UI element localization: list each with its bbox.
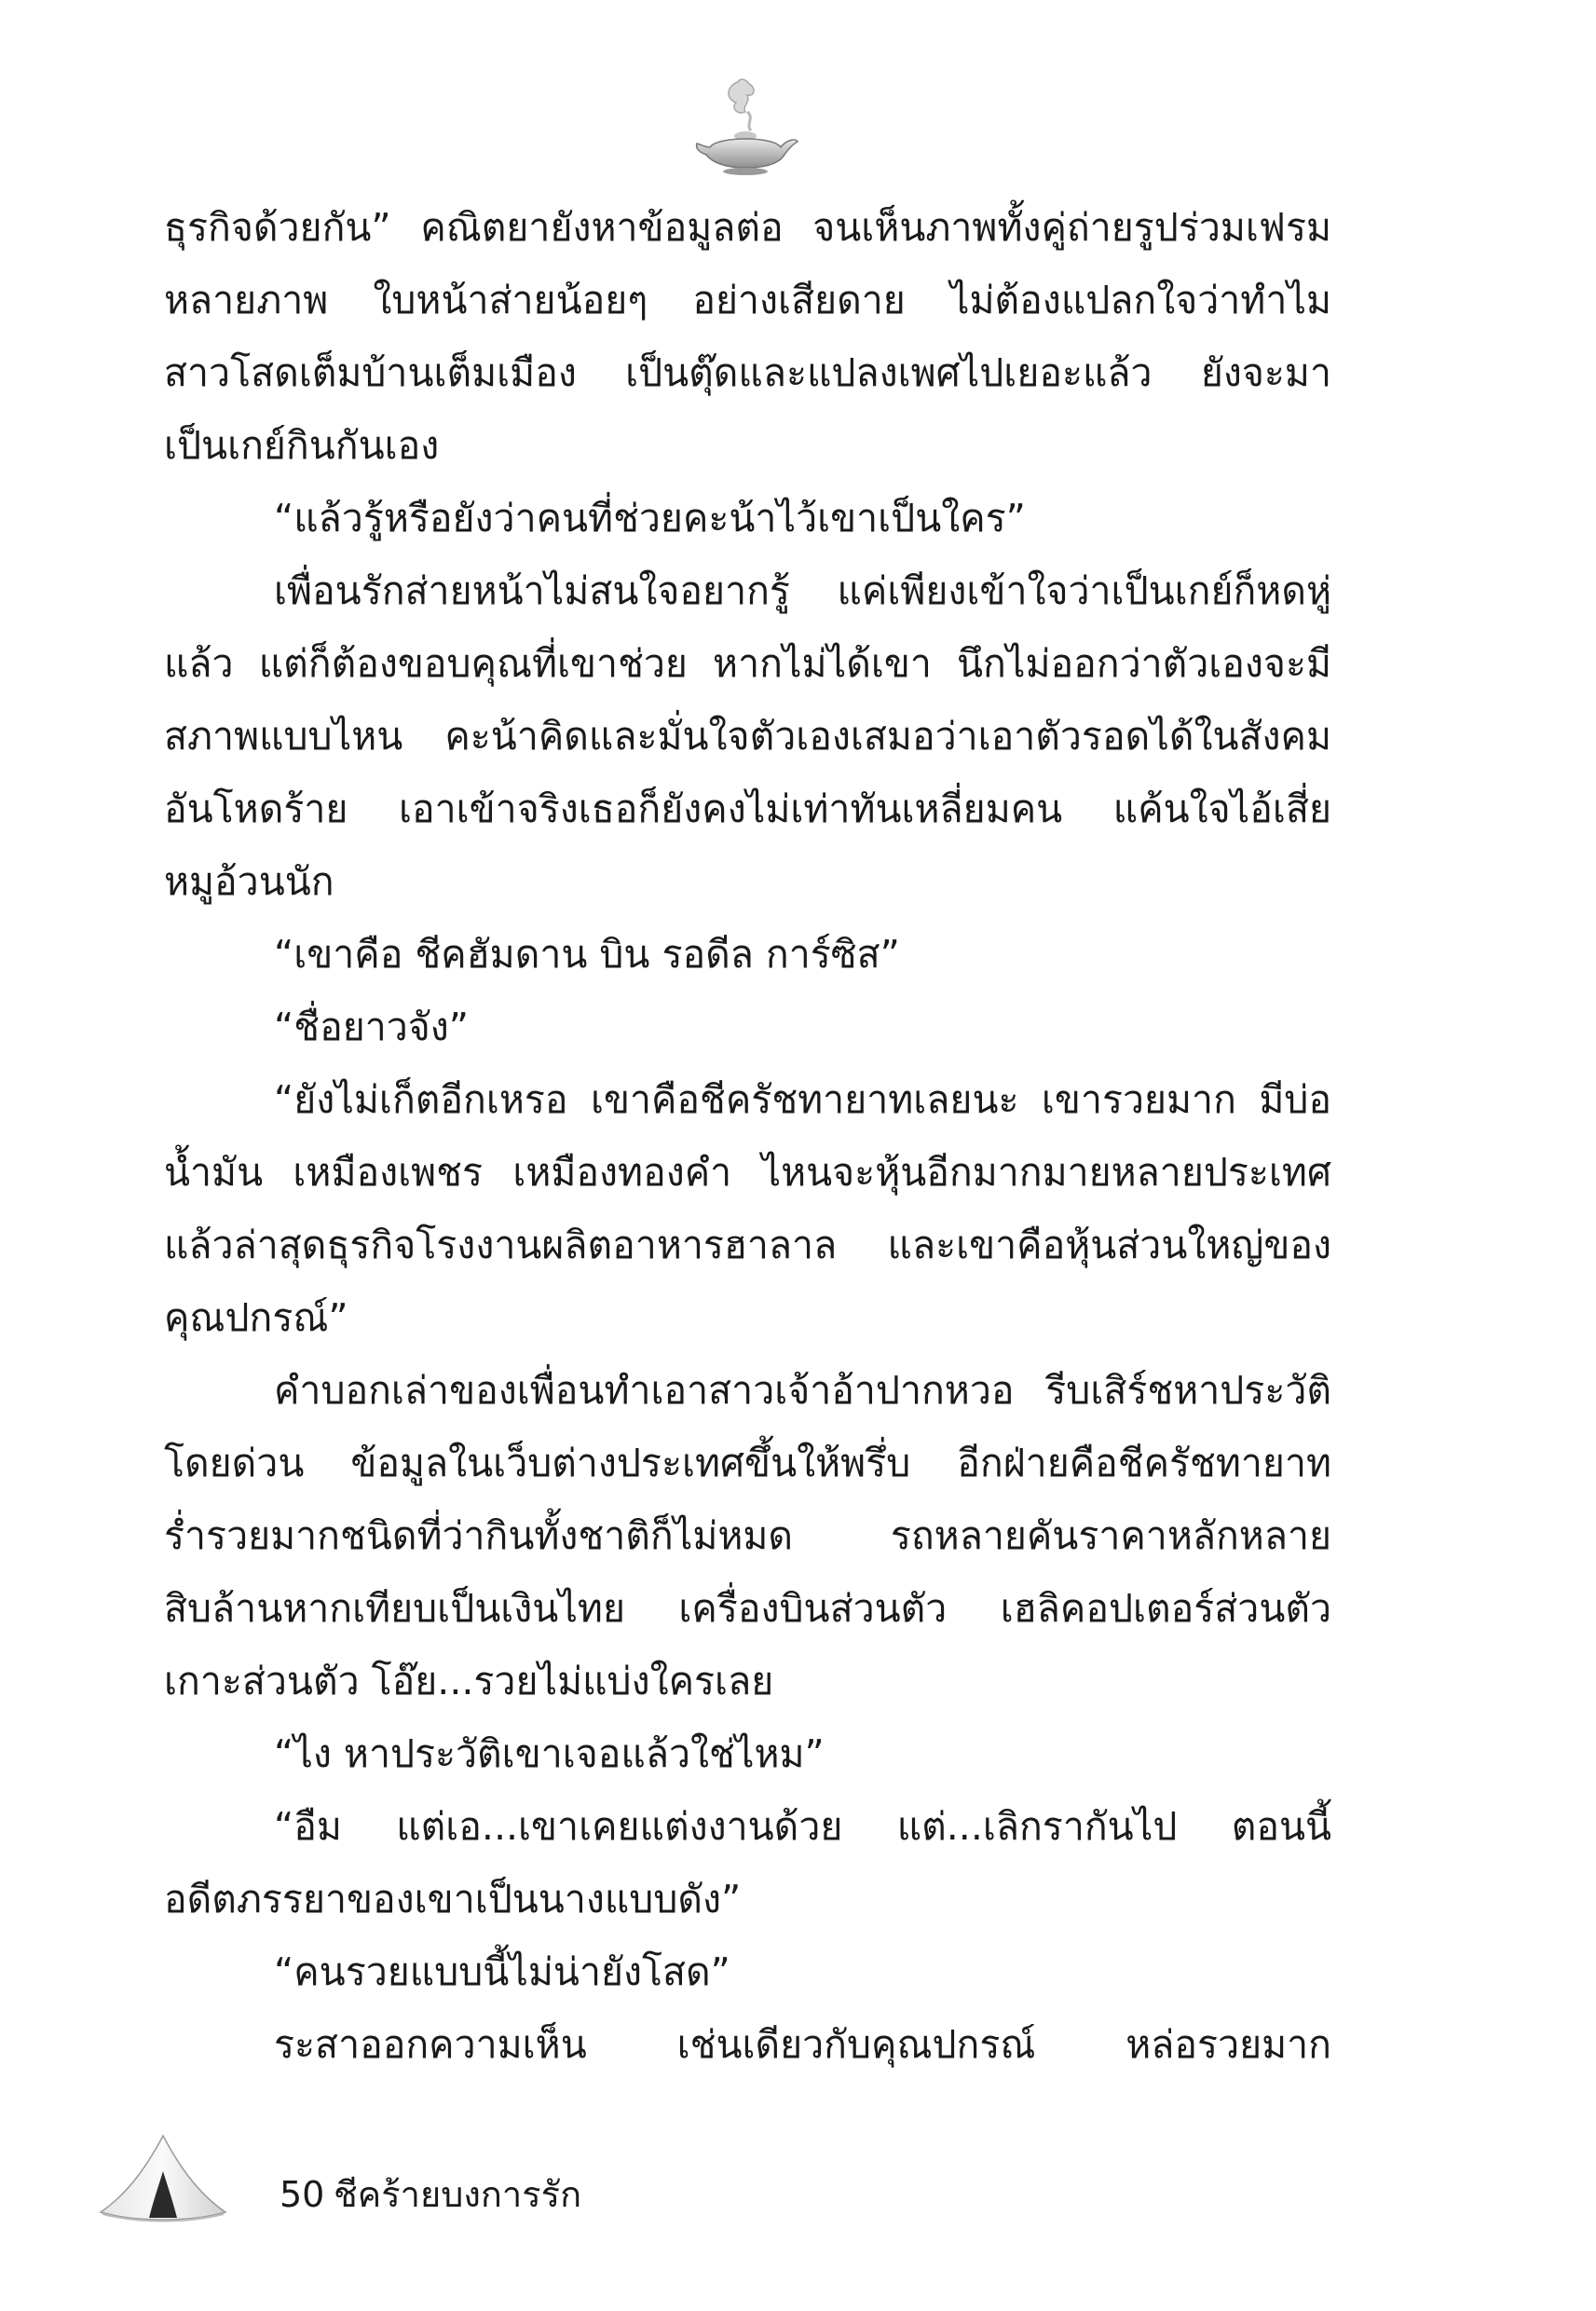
text-line: คำบอกเล่าของเพื่อนทำเอาสาวเจ้าอ้าปากหวอ รีบเสิร์ชหาประวัติ xyxy=(274,1368,1331,1413)
text-line: “เขาคือ ชีคฮัมดาน บิน รอดีล การ์ซิส” xyxy=(274,932,900,977)
text-line: โดยด่วน ข้อมูลในเว็บต่างประเทศขึ้นให้พรึ่บ อีกฝ่ายคือชีครัชทายาท xyxy=(164,1441,1331,1485)
text-line: เป็นเกย์กินกันเอง xyxy=(164,423,440,468)
text-line: “ยังไม่เก็ตอีกเหรอ เขาคือชีครัชทายาทเลยนะ เขารวยมาก มีบ่อ xyxy=(274,1077,1331,1122)
text-line: สิบล้านหากเทียบเป็นเงินไทย เครื่องบินส่วนตัว เฮลิคอปเตอร์ส่วนตัว xyxy=(164,1586,1331,1631)
text-line: แล้ว แต่ก็ต้องขอบคุณที่เขาช่วย หากไม่ได้เขา นึกไม่ออกว่าตัวเองจะมี xyxy=(164,641,1331,686)
text-line: สาวโสดเต็มบ้านเต็มเมือง เป็นตุ๊ดและแปลงเพศไปเยอะแล้ว ยังจะมา xyxy=(164,350,1331,395)
text-line: “แล้วรู้หรือยังว่าคนที่ช่วยคะน้าไว้เขาเป็นใคร” xyxy=(274,496,1026,540)
page-footer xyxy=(93,2134,652,2236)
text-line: คุณปกรณ์” xyxy=(164,1295,348,1340)
text-line: ร่ำรวยมากชนิดที่ว่ากินทั้งชาติก็ไม่หมด รถหลายคันราคาหลักหลาย xyxy=(164,1513,1331,1558)
text-line: “ชื่อยาวจัง” xyxy=(274,1005,470,1049)
text-line: อดีตภรรยาของเขาเป็นนางแบบดัง” xyxy=(164,1877,742,1921)
text-line: “ไง หาประวัติเขาเจอแล้วใช่ไหม” xyxy=(274,1731,825,1776)
text-line: ธุรกิจด้วยกัน” คณิตยายังหาข้อมูลต่อ จนเห็นภาพทั้งคู่ถ่ายรูปร่วมเฟรม xyxy=(164,205,1331,250)
text-line: หมูอ้วนนัก xyxy=(164,859,334,904)
text-line: น้ำมัน เหมืองเพชร เหมืองทองคำ ไหนจะหุ้นอีกมากมายหลายประเทศ xyxy=(164,1150,1331,1195)
text-line: สภาพแบบไหน คะน้าคิดและมั่นใจตัวเองเสมอว่าเอาตัวรอดได้ในสังคม xyxy=(164,714,1331,759)
text-line: ระสาออกความเห็น เช่นเดียวกับคุณปกรณ์ หล่อรวยมาก xyxy=(274,2022,1331,2067)
text-line: แล้วล่าสุดธุรกิจโรงงานผลิตอาหารฮาลาล และเขาคือหุ้นส่วนใหญ่ของ xyxy=(164,1223,1331,1267)
book-title: ชีคร้ายบงการรัก xyxy=(334,2174,582,2215)
text-line: หลายภาพ ใบหน้าส่ายน้อยๆ อย่างเสียดาย ไม่ต้องแปลกใจว่าทำไม xyxy=(164,278,1331,322)
tent-icon xyxy=(93,2134,233,2227)
body-text xyxy=(164,191,1331,2081)
text-line: เกาะส่วนตัว โอ๊ย...รวยไม่แบ่งใครเลย xyxy=(164,1659,774,1703)
text-line: “อืม แต่เอ...เขาเคยแต่งงานด้วย แต่...เลิกรากันไป ตอนนี้ xyxy=(274,1804,1331,1849)
page-number: 50 xyxy=(280,2174,325,2215)
text-line: “คนรวยแบบนี้ไม่น่ายังโสด” xyxy=(274,1949,730,1994)
genie-lamp-icon xyxy=(689,75,801,177)
text-line: อันโหดร้าย เอาเข้าจริงเธอก็ยังคงไม่เท่าทันเหลี่ยมคน แค้นใจไอ้เสี่ย xyxy=(164,786,1331,831)
text-line: เพื่อนรักส่ายหน้าไม่สนใจอยากรู้ แค่เพียงเข้าใจว่าเป็นเกย์ก็หดหู่ xyxy=(274,568,1331,613)
